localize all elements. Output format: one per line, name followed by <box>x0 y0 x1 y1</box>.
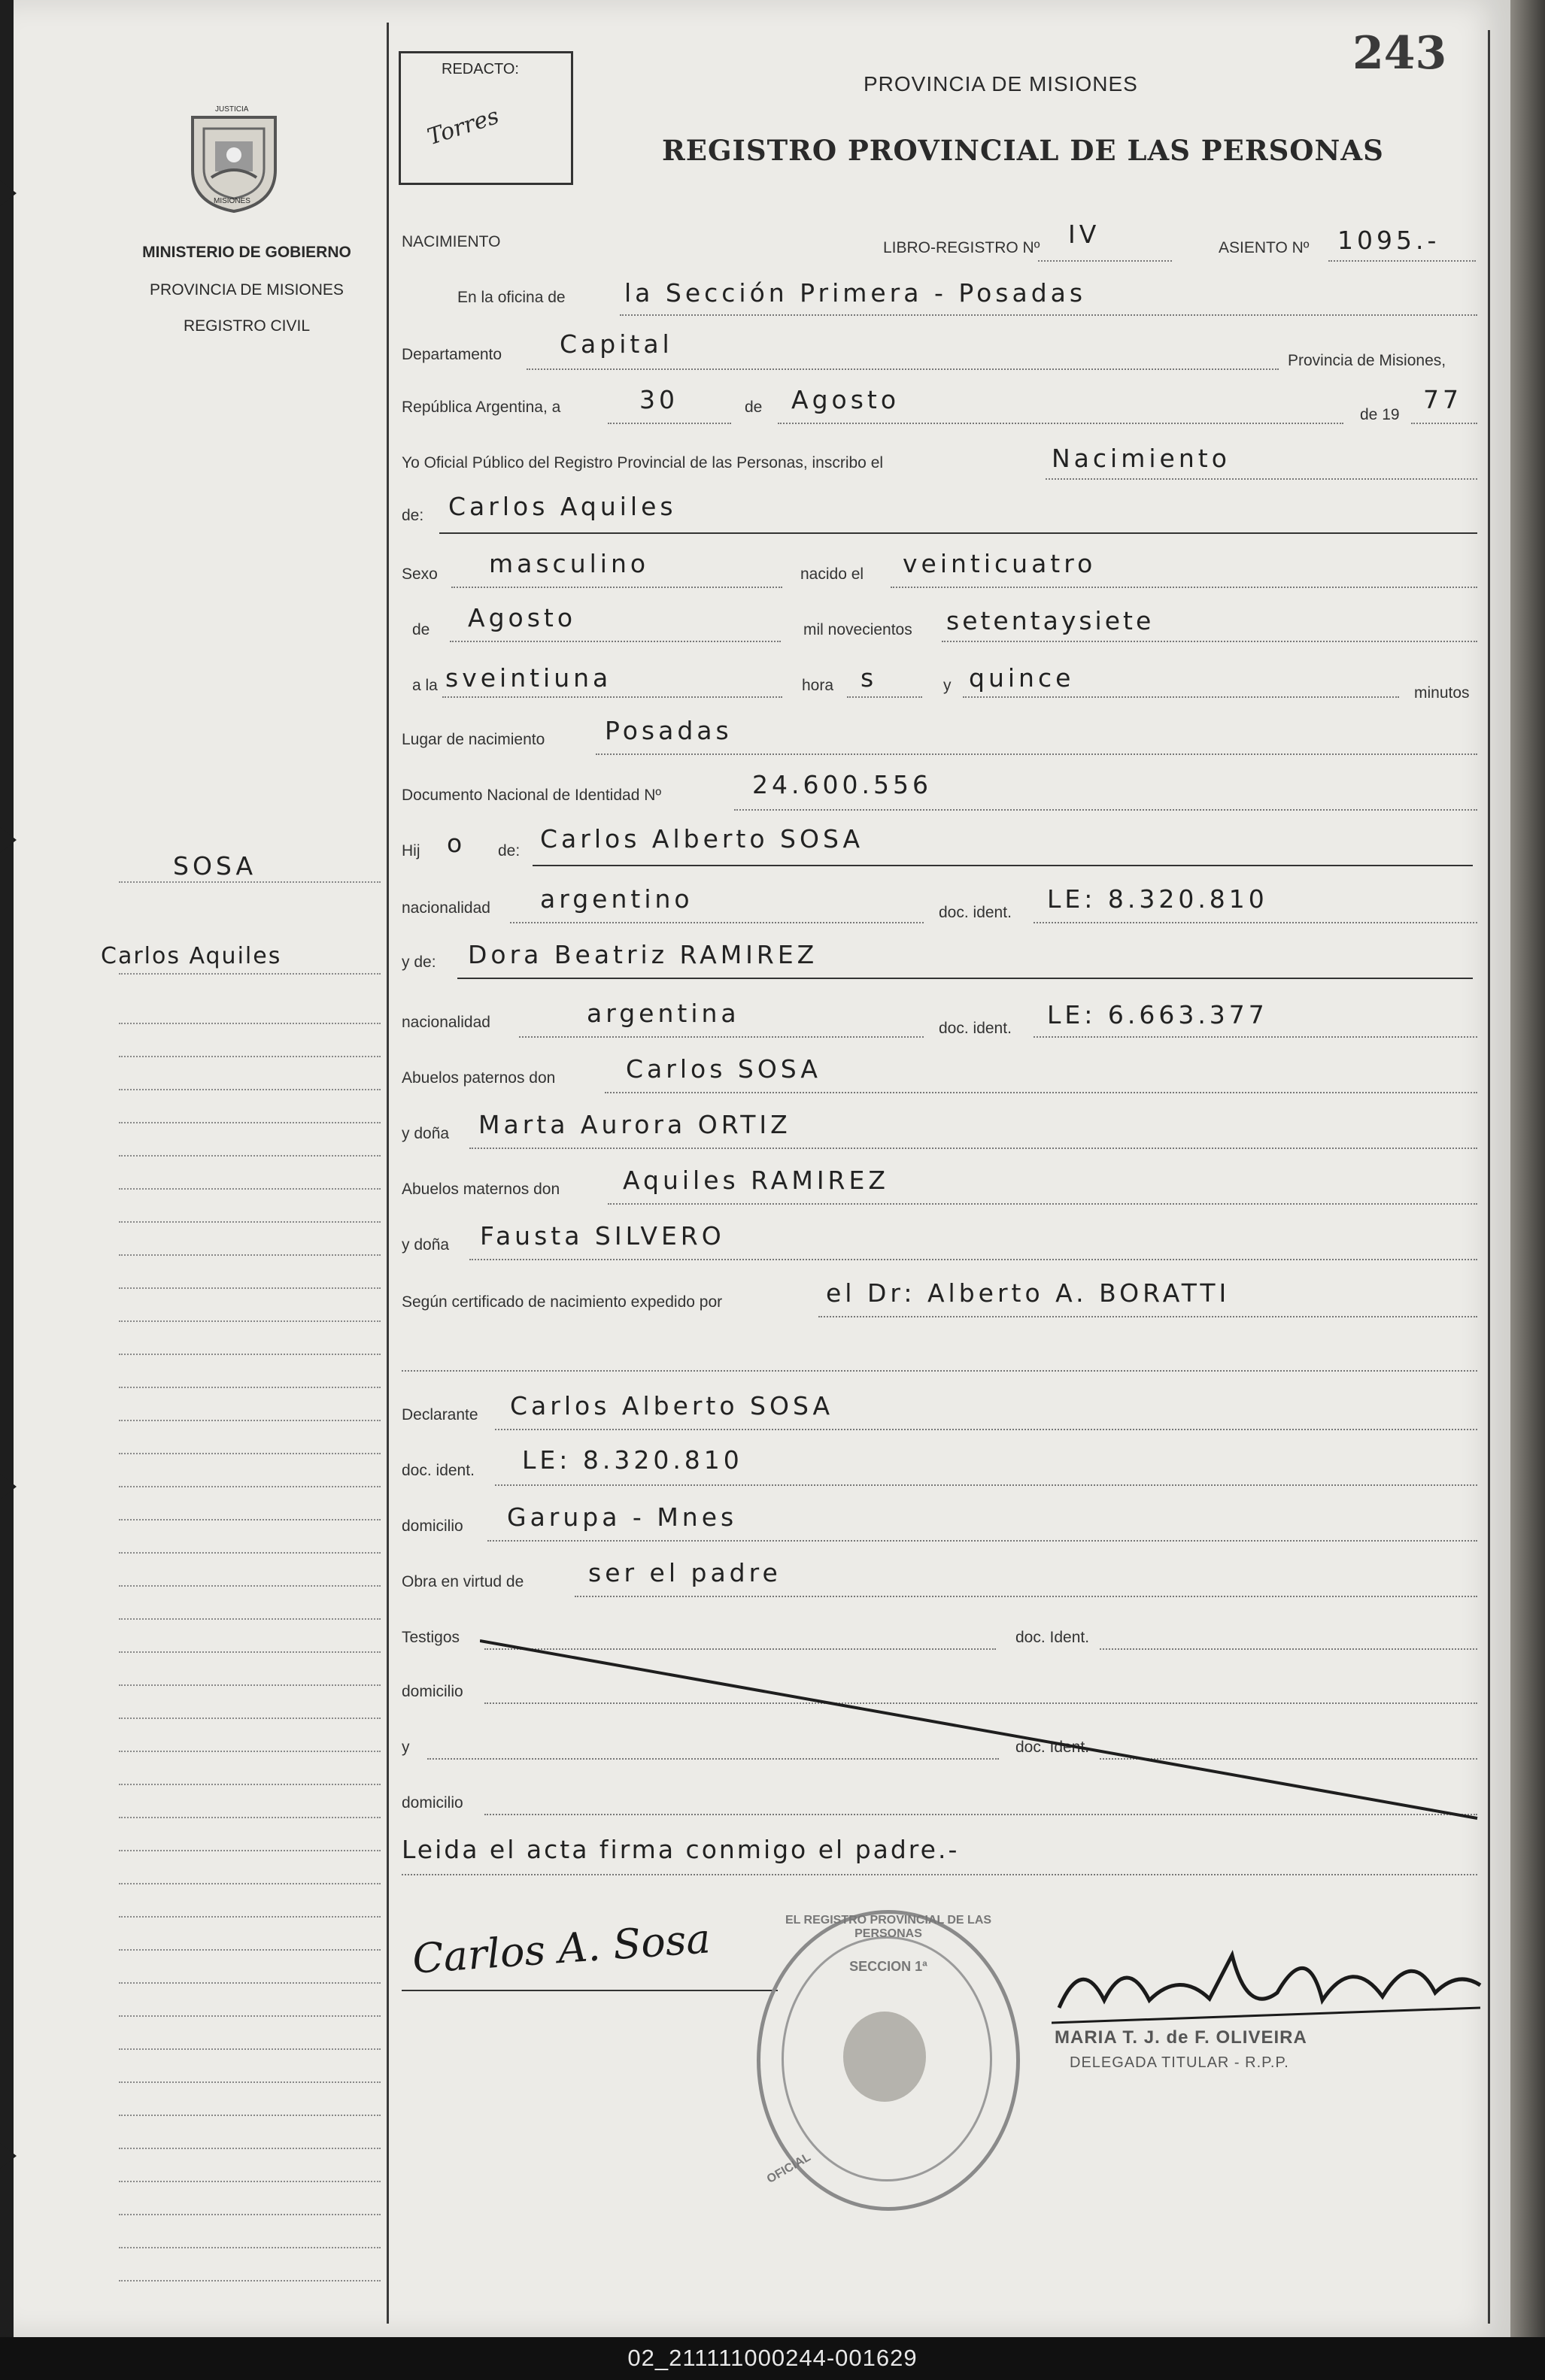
minutos-line <box>963 696 1399 698</box>
margin-line <box>119 1089 381 1090</box>
hora-value: sveintiuna <box>445 663 612 693</box>
doc-madre: LE: 6.663.377 <box>1047 1000 1268 1029</box>
margin-line <box>119 1883 381 1884</box>
provincia-suffix: Provincia de Misiones, <box>1288 352 1446 369</box>
margin-line <box>119 2148 381 2149</box>
abuelo-mat-line <box>608 1203 1477 1205</box>
declarante-signature: Carlos A. Sosa <box>411 1915 712 1983</box>
doc-ident-label-testigo-1: doc. Ident. <box>1015 1629 1090 1646</box>
lugar-label: Lugar de nacimiento <box>402 731 545 748</box>
margin-line <box>119 1287 381 1289</box>
margin-line <box>119 881 381 883</box>
margin-line <box>119 1155 381 1157</box>
fecha-anio: 77 <box>1423 385 1462 414</box>
doc-ident-label-declarante: doc. ident. <box>402 1462 475 1479</box>
document-page <box>14 0 1510 2337</box>
stamp-inner-text: SECCION 1ª <box>849 1959 927 1974</box>
hora-suffix-line <box>847 696 922 698</box>
margin-line <box>119 1751 381 1752</box>
nacionalidad-label-madre: nacionalidad <box>402 1014 490 1031</box>
declarante-value: Carlos Alberto SOSA <box>510 1391 834 1420</box>
doc-madre-line <box>1034 1036 1477 1038</box>
doc-padre-line <box>1034 922 1477 923</box>
domicilio-label-declarante: domicilio <box>402 1517 463 1535</box>
margin-line <box>119 1387 381 1388</box>
margin-line <box>119 1519 381 1520</box>
abuelo-paterno: Carlos SOSA <box>626 1054 821 1084</box>
margin-line <box>119 1221 381 1223</box>
redacto-label: REDACTO: <box>442 61 519 77</box>
margin-line <box>119 1651 381 1653</box>
scan-footer-id: 02_211111000244-001629 <box>627 2345 918 2371</box>
margin-line <box>119 1453 381 1454</box>
asiento-value: 1095.- <box>1337 226 1440 255</box>
padre-line <box>533 865 1473 866</box>
madre-nombre: Dora Beatriz RAMIREZ <box>468 940 818 969</box>
madre-line <box>457 978 1473 979</box>
mes-line <box>778 423 1343 424</box>
nacionalidad-label-padre: nacionalidad <box>402 899 490 917</box>
a-la-label: a la <box>412 677 438 694</box>
y-label-testigos: y <box>402 1739 410 1756</box>
mil-novecientos-label: mil novecientos <box>803 621 912 638</box>
declarante-domicilio: Garupa - Mnes <box>507 1502 738 1532</box>
doc-ident-label-madre: doc. ident. <box>939 1020 1012 1037</box>
libro-line <box>1038 260 1172 262</box>
abuela-pat-line <box>469 1148 1477 1149</box>
margin-line <box>119 1122 381 1123</box>
nac-padre-line <box>510 922 924 923</box>
testigos-strike-line <box>480 1638 1480 1826</box>
departamento-line <box>527 368 1279 370</box>
registry-stamp <box>757 1910 1020 2211</box>
margin-line <box>119 1420 381 1421</box>
hij-value: o <box>447 829 466 858</box>
declarante-line <box>495 1429 1477 1430</box>
yo-oficial-text: Yo Oficial Público del Registro Provincial de las Personas, inscribo el <box>402 454 884 471</box>
doc-padre: LE: 8.320.810 <box>1047 884 1268 914</box>
margin-line <box>119 1850 381 1851</box>
inscribo-value: Nacimiento <box>1052 444 1231 473</box>
oficina-line <box>620 314 1477 316</box>
doc-ident-label-padre: doc. ident. <box>939 904 1012 921</box>
record-type-label: NACIMIENTO <box>402 233 501 250</box>
nacionalidad-padre: argentino <box>540 884 694 914</box>
hij-label: Hij <box>402 842 420 860</box>
hora-line <box>442 696 782 698</box>
margin-line <box>119 1949 381 1951</box>
certificado-label: Según certificado de nacimiento expedido por <box>402 1293 723 1311</box>
margin-line <box>119 1916 381 1918</box>
obra-line <box>575 1596 1477 1597</box>
declarante-label: Declarante <box>402 1406 478 1423</box>
nacido-label: nacido el <box>800 565 864 583</box>
redacto-box <box>399 51 573 185</box>
minutos-label: minutos <box>1414 684 1470 702</box>
inscribo-line <box>1046 478 1477 480</box>
stamp-ring-text: EL REGISTRO PROVINCIAL DE LAS PERSONAS <box>785 1914 992 1940</box>
certificado-line-2 <box>402 1370 1477 1372</box>
abuelos-paternos-label: Abuelos paternos don <box>402 1069 556 1087</box>
margin-line <box>119 2048 381 2050</box>
testigos-label: Testigos <box>402 1629 460 1646</box>
mes-nacimiento: Agosto <box>468 603 577 632</box>
oficina-value: la Sección Primera - Posadas <box>624 278 1087 308</box>
de-label-3: de <box>412 621 430 638</box>
abuelo-materno: Aquiles RAMIREZ <box>623 1166 889 1195</box>
margin-line <box>119 1486 381 1487</box>
stamp-emblem <box>843 2012 926 2102</box>
margin-line <box>119 1982 381 1984</box>
y-dona-label-2: y doña <box>402 1236 450 1254</box>
margin-line <box>119 1618 381 1620</box>
margin-line <box>119 1320 381 1322</box>
asiento-line <box>1328 260 1476 262</box>
certificado-value: el Dr: Alberto A. BORATTI <box>826 1278 1231 1308</box>
margin-line <box>119 2280 381 2281</box>
stamp-left-text: OFICIAL <box>764 2151 813 2186</box>
margin-line <box>119 1254 381 1256</box>
left-margin-line <box>387 23 389 2324</box>
lugar-line <box>596 753 1477 755</box>
y-label: y <box>943 677 952 694</box>
nac-madre-line <box>519 1036 924 1038</box>
abuelo-pat-line <box>605 1092 1477 1093</box>
margin-line <box>119 973 381 975</box>
dni-value: 24.600.556 <box>752 770 932 799</box>
anio-nac-line <box>942 641 1477 642</box>
dni-label: Documento Nacional de Identidad Nº <box>402 787 662 804</box>
margin-line <box>119 2115 381 2116</box>
libro-label: LIBRO-REGISTRO Nº <box>883 239 1040 256</box>
nombre-line <box>439 532 1477 534</box>
abuelos-maternos-label: Abuelos maternos don <box>402 1181 560 1198</box>
certificado-line <box>818 1316 1477 1317</box>
margin-line <box>119 1784 381 1785</box>
abuela-materna: Fausta SILVERO <box>480 1221 725 1251</box>
official-name: MARIA T. J. de F. OLIVEIRA <box>1055 2027 1307 2048</box>
margin-line <box>119 1354 381 1355</box>
obra-value: ser el padre <box>588 1558 782 1587</box>
mes-nac-line <box>450 641 781 642</box>
oficina-label: En la oficina de <box>457 289 566 306</box>
lugar-value: Posadas <box>605 716 733 745</box>
margin-line <box>119 1585 381 1587</box>
sexo-line <box>451 587 782 588</box>
anio-nacimiento: setentaysiete <box>946 606 1155 635</box>
fecha-de-label: de <box>745 399 763 416</box>
margin-line <box>119 1056 381 1057</box>
domicilio-label-testigo-2: domicilio <box>402 1794 463 1812</box>
margin-given-names: Carlos Aquiles <box>101 943 282 969</box>
leida-line <box>402 1874 1477 1875</box>
hora-label: hora <box>802 677 834 694</box>
nacido-value: veinticuatro <box>903 549 1097 578</box>
scan-footer <box>0 2337 1545 2380</box>
header-province: PROVINCIA DE MISIONES <box>864 72 1138 96</box>
margin-surname: SOSA <box>173 851 257 881</box>
y-de-label: y de: <box>402 954 436 971</box>
sexo-value: masculino <box>489 549 650 578</box>
padre-nombre: Carlos Alberto SOSA <box>540 824 864 853</box>
margin-line <box>119 2015 381 2017</box>
departamento-value: Capital <box>560 329 673 359</box>
departamento-label: Departamento <box>402 346 502 363</box>
page-number: 243 <box>1352 27 1447 80</box>
hora-suffix: s <box>861 663 878 693</box>
registry-label: REGISTRO CIVIL <box>183 317 311 335</box>
obra-label: Obra en virtud de <box>402 1573 524 1590</box>
dia-line <box>608 423 731 424</box>
margin-line <box>119 1023 381 1024</box>
leida-statement: Leida el acta firma conmigo el padre.- <box>402 1835 960 1864</box>
nacido-line <box>891 587 1477 588</box>
abuela-mat-line <box>469 1259 1477 1260</box>
de-label-4: de: <box>498 842 521 860</box>
ministry-label: MINISTERIO DE GOBIERNO <box>142 244 351 261</box>
fecha-dia: 30 <box>639 385 678 414</box>
libro-value: IV <box>1068 220 1100 249</box>
fecha-mes: Agosto <box>791 385 900 414</box>
domicilio-label-testigo-1: domicilio <box>402 1683 463 1700</box>
redacto-signature: Torres <box>423 102 502 151</box>
doc-ident-label-testigo-2: doc. Ident. <box>1015 1739 1090 1756</box>
margin-line <box>119 1188 381 1190</box>
sexo-label: Sexo <box>402 565 438 583</box>
asiento-label: ASIENTO Nº <box>1219 239 1310 256</box>
margin-line <box>119 1552 381 1554</box>
seal-text-top: JUSTICIA <box>215 105 249 114</box>
declarante-dom-line <box>487 1540 1477 1542</box>
declarante-signature-line <box>402 1990 778 1991</box>
margin-line <box>119 2247 381 2248</box>
province-label: PROVINCIA DE MISIONES <box>150 281 344 299</box>
abuela-paterna: Marta Aurora ORTIZ <box>478 1110 791 1139</box>
margin-line <box>119 2181 381 2182</box>
fecha-de-anio-label: de 19 <box>1360 406 1400 423</box>
dni-line <box>734 809 1477 811</box>
anio-line <box>1411 423 1477 424</box>
republica-label: República Argentina, a <box>402 399 561 416</box>
nombre-inscripto: Carlos Aquiles <box>448 492 677 521</box>
margin-line <box>119 2214 381 2215</box>
margin-line <box>119 1817 381 1818</box>
margin-line <box>119 2081 381 2083</box>
minutos-value: quince <box>969 663 1075 693</box>
nacionalidad-madre: argentina <box>587 999 740 1028</box>
official-title: DELEGADA TITULAR - R.P.P. <box>1070 2054 1289 2071</box>
margin-line <box>119 1718 381 1719</box>
right-border-line <box>1488 30 1490 2324</box>
de-label-2: de: <box>402 507 424 524</box>
declarante-doc: LE: 8.320.810 <box>522 1445 743 1475</box>
book-page-edge <box>1510 0 1545 2337</box>
seal-text-bottom: MISIONES <box>214 197 250 205</box>
header-registry: REGISTRO PROVINCIAL DE LAS PERSONAS <box>662 134 1384 167</box>
declarante-doc-line <box>495 1484 1477 1486</box>
margin-line <box>119 1684 381 1686</box>
y-dona-label-1: y doña <box>402 1125 450 1142</box>
